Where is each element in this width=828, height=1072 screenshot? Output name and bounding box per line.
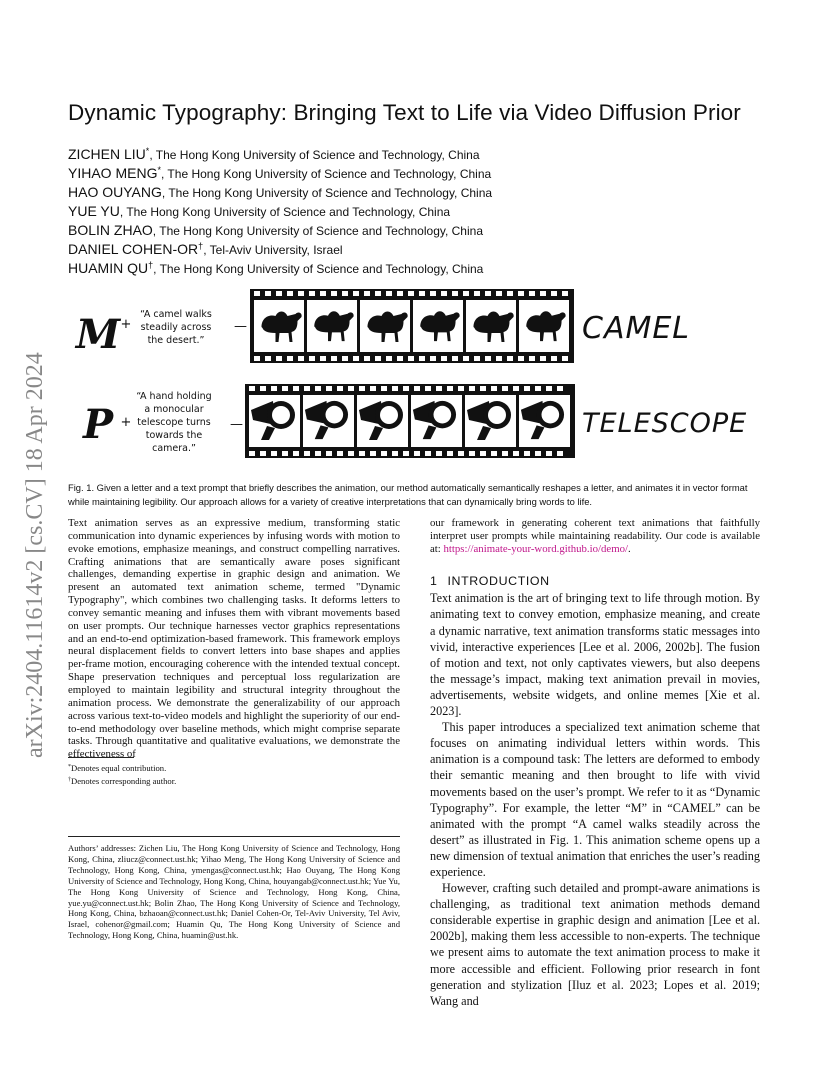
film-perforation: [524, 451, 530, 456]
animation-frame-telescope: [249, 395, 300, 447]
film-perforation: [551, 356, 557, 361]
film-perforation: [348, 386, 354, 391]
film-perforation: [557, 386, 563, 391]
author-entry: [68, 237, 768, 256]
author-affiliation: , The Hong Kong University of Science and Technology, China: [149, 148, 480, 162]
film-perforation: [331, 291, 337, 296]
film-perforation: [353, 356, 359, 361]
film-perforation: [529, 356, 535, 361]
film-perforation: [375, 291, 381, 296]
film-perforation: [392, 451, 398, 456]
film-perforation: [447, 386, 453, 391]
arxiv-identifier: arXiv:2404.11614v2 [cs.CV] 18 Apr 2024: [22, 352, 48, 758]
film-perforation: [375, 356, 381, 361]
film-perforation: [320, 356, 326, 361]
film-perforation: [458, 386, 464, 391]
author-name: ZICHEN LIU: [68, 146, 146, 162]
author-affiliation: , The Hong Kong University of Science and Technology, China: [152, 224, 483, 238]
author-entry: [68, 161, 768, 180]
film-perforation: [529, 291, 535, 296]
example-row-telescope: [82, 384, 747, 458]
film-perforation: [469, 386, 475, 391]
film-perforation: [447, 451, 453, 456]
film-perforation: [452, 356, 458, 361]
author-name: BOLIN ZHAO: [68, 222, 153, 238]
film-perforation: [282, 451, 288, 456]
film-perforation: [397, 291, 403, 296]
film-perforation: [436, 451, 442, 456]
film-perforation: [381, 386, 387, 391]
film-perforation: [551, 291, 557, 296]
film-perforation: [436, 386, 442, 391]
animation-frame-camel: [254, 300, 304, 352]
author-name: HUAMIN QU: [68, 260, 149, 276]
author-addresses: [68, 836, 400, 941]
film-perforation: [348, 451, 354, 456]
film-perforation: [315, 386, 321, 391]
film-perforation: [304, 386, 310, 391]
film-perforation: [276, 291, 282, 296]
author-affiliation: , The Hong Kong University of Science and Technology, China: [119, 205, 451, 219]
film-perforation: [370, 451, 376, 456]
example-row-camel: [74, 289, 690, 363]
film-perforation: [513, 386, 519, 391]
film-perforation: [480, 451, 486, 456]
plus-sign: +: [120, 317, 132, 332]
prompt-line: telescope turns: [137, 417, 211, 428]
film-perforation: [441, 291, 447, 296]
film-perforation: [535, 386, 541, 391]
film-perforation: [502, 451, 508, 456]
film-perforation: [474, 356, 480, 361]
author-affiliation: , The Hong Kong University of Science and Technology, China: [160, 167, 492, 181]
film-perforation: [562, 291, 568, 296]
film-perforation: [414, 386, 420, 391]
film-perforation: [452, 291, 458, 296]
paper-title: Dynamic Typography: Bringing Text to Life via Video Diffusion Prior: [68, 100, 741, 125]
film-perforation: [474, 291, 480, 296]
film-perforation: [364, 291, 370, 296]
film-perforation: [540, 356, 546, 361]
film-strip-telescope: [245, 384, 575, 458]
right-column: [430, 517, 760, 1009]
abstract-continued: [430, 517, 760, 556]
section-number: 1: [430, 573, 438, 588]
section-title: INTRODUCTION: [447, 573, 550, 588]
film-perforation: [326, 386, 332, 391]
intro-paragraph: Text animation is the art of bringing text to life through motion. By animating text to convey emotion, emphasize meaning, and create a dynamic narrative, text animation transforms static messages into vivid, interactive experiences [Lee et al. 2006, 2002b]. The fusion of motion and text, not only captivates viewers, but also deepens the message’s impact, making text animation prevail in movies, advertisements, website widgets, and online memes [Xie et al. 2023].: [430, 591, 760, 719]
intro-paragraph: This paper introduces a specialized text animation scheme that focuses on animating individual letters within words. This animation is a compound task: The letters are deformed to embody their semantic meaning and then brought to life with vivid movements based on the user’s prompt. We refer to it as “Dynamic Typography”. For example, the letter “M” in “CAMEL” can be animated with the prompt “A camel walks steadily across the desert” as illustrated in Fig. 1. This animation scheme opens up a new dimension of textual animation that enriches the user’s reading experience.: [430, 720, 760, 879]
prompt-line: camera.”: [152, 443, 196, 454]
film-perforation: [414, 451, 420, 456]
film-perforation: [469, 451, 475, 456]
film-perforation: [265, 356, 271, 361]
teaser-figure: [68, 282, 768, 460]
result-word-camel: CAMEL: [582, 311, 691, 346]
film-perforation: [249, 386, 255, 391]
film-perforation: [491, 386, 497, 391]
film-perforation: [425, 451, 431, 456]
film-perforation: [562, 356, 568, 361]
arrow-icon: —: [234, 319, 247, 334]
author-mark: *: [145, 146, 150, 156]
address-rule: [68, 836, 400, 837]
film-perforation: [513, 451, 519, 456]
footnote-item: [68, 762, 400, 775]
film-perforation: [425, 386, 431, 391]
prompt-line: “A hand holding: [136, 391, 212, 402]
prompt-line: “A camel walks: [140, 309, 212, 320]
author-entry: [68, 256, 768, 275]
film-perforation: [441, 356, 447, 361]
author-mark: †: [148, 260, 154, 270]
film-strip-camel: [250, 289, 574, 363]
film-perforation: [485, 291, 491, 296]
figure-caption: Fig. 1. Given a letter and a text prompt that briefly describes the animation, our method automatically semantically reshapes a letter, and animates it in vector format while maintaining legibility. Our approach allows for a variety of creative interpretations that can dynamically bring words to life.: [68, 482, 748, 507]
intro-paragraph: However, crafting such detailed and prompt-aware animations is challenging, as traditional text animation methods demand considerable expertise in graphic design and animation [Lee et al. 2002b], making them less accessible to non-experts. The technique we present aims to automate the text animation process to make it more accessible and efficient. Following prior research in font generation and stylization [Iluz et al. 2023; Lopes et al. 2019; Wang and: [430, 881, 760, 1008]
film-perforation: [326, 451, 332, 456]
author-entry: [68, 180, 768, 199]
film-perforation: [309, 291, 315, 296]
film-perforation: [304, 451, 310, 456]
section-heading: [430, 575, 760, 588]
addresses-text: Authors’ addresses: Zichen Liu, The Hong Kong University of Science and Technology, Hong Kong, China, zliucz@connect.ust.hk; Yihao Meng, The Hong Kong University of Science and Technology, Hong Kong, China, ymengas@connect.ust.hk; Hao Ouyang, The Hong Kong University of Science and Technology, Hong Kong, China, houyangab@connect.ust.hk; Yue Yu, The Hong Kong University of Science and Technology, Hong Kong, China, yue.yu@connect.ust.hk; Bolin Zhao, The Hong Kong University of Science and Technology, Hong Kong, China, bzhaoan@connect.ust.hk; Daniel Cohen-Or, Tel-Aviv University, Tel Aviv, Israel, cohenor@gmail.com; Huamin Qu, The Hong Kong University of Science and Technology, Hong Kong, China, huamin@ust.hk.: [68, 843, 400, 941]
film-perforation: [403, 451, 409, 456]
film-perforation: [458, 451, 464, 456]
film-perforation: [557, 451, 563, 456]
author-affiliation: , The Hong Kong University of Science and Technology, China: [161, 186, 493, 200]
author-entry: [68, 142, 768, 161]
footnote-mark: *: [68, 764, 71, 770]
animation-frame-telescope: [465, 395, 516, 447]
result-word-telescope: TELESCOPE: [582, 408, 748, 439]
film-perforation: [408, 356, 414, 361]
film-perforation: [265, 291, 271, 296]
film-perforation: [430, 356, 436, 361]
animation-frame-telescope: [357, 395, 408, 447]
film-perforation: [496, 291, 502, 296]
film-perforation: [463, 356, 469, 361]
film-perforation: [342, 291, 348, 296]
film-perforation: [485, 356, 491, 361]
animation-frame-camel: [519, 300, 569, 352]
film-perforation: [287, 291, 293, 296]
film-perforation: [337, 451, 343, 456]
film-perforation: [271, 386, 277, 391]
film-perforation: [546, 451, 552, 456]
film-perforation: [518, 291, 524, 296]
film-perforation: [298, 356, 304, 361]
film-perforation: [309, 356, 315, 361]
film-perforation: [540, 291, 546, 296]
film-perforation: [364, 356, 370, 361]
footnote-rule: [68, 757, 134, 758]
film-perforation: [359, 451, 365, 456]
film-perforation: [546, 386, 552, 391]
author-entry: [68, 218, 768, 237]
animation-frame-telescope: [411, 395, 462, 447]
film-perforation: [403, 386, 409, 391]
author-name: DANIEL COHEN-OR: [68, 241, 199, 257]
film-perforation: [463, 291, 469, 296]
film-perforation: [293, 451, 299, 456]
author-name: YIHAO MENG: [68, 165, 158, 181]
animation-frame-telescope: [303, 395, 354, 447]
footnotes: [68, 757, 400, 787]
left-column: [68, 517, 400, 761]
film-perforation: [254, 356, 260, 361]
film-perforation: [260, 451, 266, 456]
film-perforation: [535, 451, 541, 456]
film-perforation: [480, 386, 486, 391]
film-perforation: [507, 291, 513, 296]
film-perforation: [249, 451, 255, 456]
footnote-mark: †: [68, 776, 71, 783]
demo-link[interactable]: https://animate-your-word.github.io/demo/: [443, 542, 629, 555]
film-perforation: [491, 451, 497, 456]
author-name: HAO OUYANG: [68, 184, 162, 200]
film-perforation: [359, 386, 365, 391]
author-affiliation: , Tel-Aviv University, Israel: [203, 243, 343, 257]
footnote-text: Denotes equal contribution.: [71, 763, 167, 773]
film-perforation: [271, 451, 277, 456]
footnote-item: [68, 775, 400, 788]
abstract-text: Text animation serves as an expressive medium, transforming static communication into dynamic experiences by infusing words with motion to evoke emotions, emphasize meanings, and construct compelling narratives. Crafting animations that are semantically aware poses significant challenges, demanding expertise in graphic design and animation. We present an automated text animation scheme, termed "Dynamic Typography", which combines two challenging tasks. It deforms letters to convey semantic meaning and infuses them with vibrant movements based on user prompts. Our technique harnesses vector graphics representations and an end-to-end optimization-based framework. This framework employs neural displacement fields to convert letters into base shapes and applies per-frame motion, encouraging coherence with the intended textual concept. Shape preservation techniques and perceptual loss regularization are employed to maintain legibility and structural integrity throughout the animation process. We demonstrate the generalizability of our approach across various text-to-video models and highlight the superiority of our end-to-end methodology over baseline methods, which might comprise separate tasks. Through quantitative and qualitative evaluations, we demonstrate the effectiveness of: [68, 517, 400, 761]
prompt-line: the desert.”: [147, 335, 205, 346]
film-perforation: [353, 291, 359, 296]
film-perforation: [337, 386, 343, 391]
animation-frame-telescope: [519, 395, 570, 447]
animation-frame-camel: [466, 300, 516, 352]
film-perforation: [260, 386, 266, 391]
footnote-text: Denotes corresponding author.: [71, 775, 177, 786]
author-entry: [68, 199, 768, 218]
author-mark: *: [157, 165, 161, 175]
animation-frame-camel: [360, 300, 410, 352]
author-list: [68, 142, 768, 275]
film-perforation: [276, 356, 282, 361]
film-perforation: [320, 291, 326, 296]
film-perforation: [518, 356, 524, 361]
film-perforation: [381, 451, 387, 456]
author-affiliation: , The Hong Kong University of Science and Technology, China: [153, 262, 484, 276]
film-perforation: [293, 386, 299, 391]
author-mark: †: [198, 241, 204, 251]
film-perforation: [342, 356, 348, 361]
arrow-icon: —: [230, 417, 243, 432]
input-letter-p: P: [82, 401, 114, 448]
prompt-line: steadily across: [140, 322, 212, 333]
author-name: YUE YU: [68, 203, 120, 219]
film-perforation: [315, 451, 321, 456]
film-perforation: [430, 291, 436, 296]
abstract-cont-text: our framework in generating coherent text animations that faithfully interpret user prompts while maintaining readability. Our code is available at:: [430, 517, 760, 555]
film-perforation: [419, 291, 425, 296]
film-perforation: [397, 356, 403, 361]
film-perforation: [254, 291, 260, 296]
film-perforation: [392, 386, 398, 391]
prompt-line: towards the: [145, 430, 203, 441]
film-perforation: [331, 356, 337, 361]
film-perforation: [408, 291, 414, 296]
film-perforation: [524, 386, 530, 391]
introduction-body: [430, 590, 760, 1008]
film-perforation: [419, 356, 425, 361]
input-letter-m: M: [75, 311, 121, 358]
film-perforation: [298, 291, 304, 296]
film-perforation: [496, 356, 502, 361]
film-perforation: [386, 356, 392, 361]
film-perforation: [386, 291, 392, 296]
film-perforation: [282, 386, 288, 391]
film-perforation: [507, 356, 513, 361]
film-perforation: [502, 386, 508, 391]
prompt-line: a monocular: [144, 404, 204, 415]
film-perforation: [287, 356, 293, 361]
abstract-end-text: .: [628, 542, 631, 555]
animation-frame-camel: [413, 300, 463, 352]
animation-frame-camel: [307, 300, 357, 352]
plus-sign: +: [120, 415, 132, 430]
film-perforation: [370, 386, 376, 391]
